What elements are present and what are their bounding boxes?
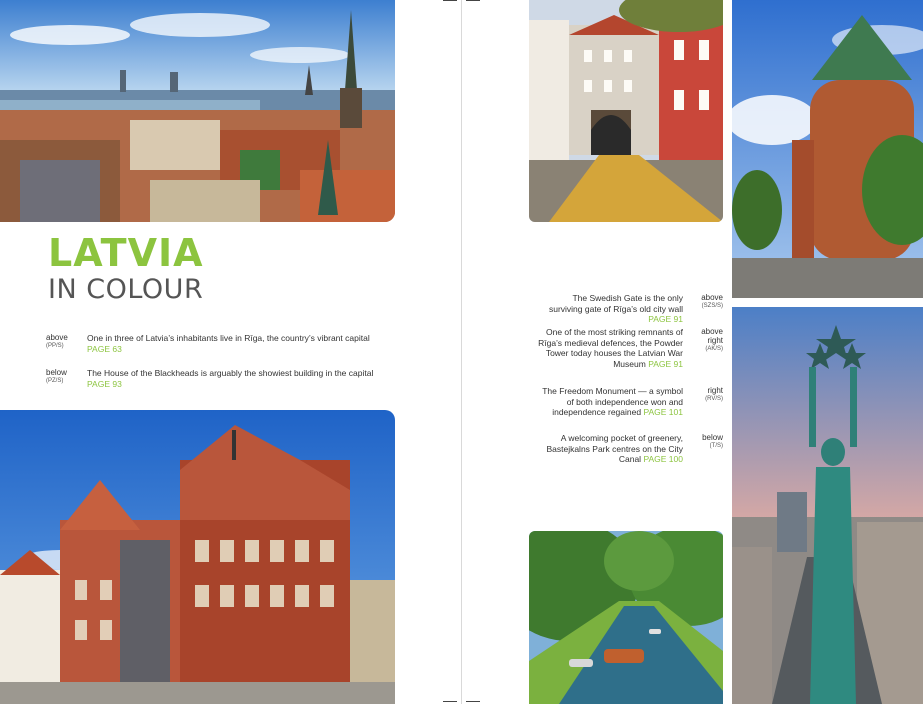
trim-mark-top-right [466,0,480,1]
page-reference: PAGE 91 [648,314,683,324]
caption-text: One in three of Latvia’s inhabitants live in Rīga, the country’s vibrant capital PAGE 63 [87,333,370,354]
caption-text: A welcoming pocket of greenery, Bastejkalns Park centres on the City Canal PAGE 100 [546,433,683,464]
photo-credit: (AK/S) [705,346,723,352]
caption-text: One of the most striking remnants of Rīga’s medieval defences, the Powder Tower today houses the Latvian War Museum PAGE 91 [538,327,683,369]
trim-mark-top-left [443,0,457,1]
trim-mark-bottom-right [466,701,480,702]
page-reference: PAGE 101 [643,407,683,417]
caption-text: The Freedom Monument — a symbol of both independence won and independence regained PAGE 101 [542,386,683,417]
caption-position: above (PP/S) [46,333,80,351]
photo-bastejkalns-canal [529,531,723,704]
page-reference: PAGE 100 [643,454,683,464]
trim-mark-bottom-left [443,701,457,702]
page-reference: PAGE 91 [648,358,683,369]
caption-text: The House of the Blackheads is arguably the showiest building in the capital PAGE 93 [87,368,374,389]
caption-position: above (SZS/S) [685,293,723,311]
page-reference: PAGE 63 [87,343,122,354]
caption-position: below (PZ/S) [46,368,80,386]
photo-credit: (T/S) [709,443,723,449]
photo-credit: (PZ/S) [46,378,64,384]
photo-house-of-blackheads [0,410,395,704]
page-gutter [461,0,462,704]
caption-position: above right (AK/S) [685,327,723,354]
caption-text: The Swedish Gate is the only surviving gate of Rīga’s old city wall PAGE 91 [548,293,683,324]
caption-position: right (RV/S) [685,386,723,404]
photo-powder-tower [732,0,923,298]
caption-position: below (T/S) [685,433,723,451]
photo-swedish-gate [529,0,723,222]
page-subtitle: IN COLOUR [48,274,204,305]
photo-credit: (PP/S) [46,343,64,349]
photo-riga-skyline [0,0,395,222]
page-reference: PAGE 93 [87,378,122,389]
photo-credit: (SZS/S) [701,303,723,309]
photo-credit: (RV/S) [705,396,723,402]
photo-freedom-monument [732,307,923,704]
page-title: LATVIA [48,231,204,275]
